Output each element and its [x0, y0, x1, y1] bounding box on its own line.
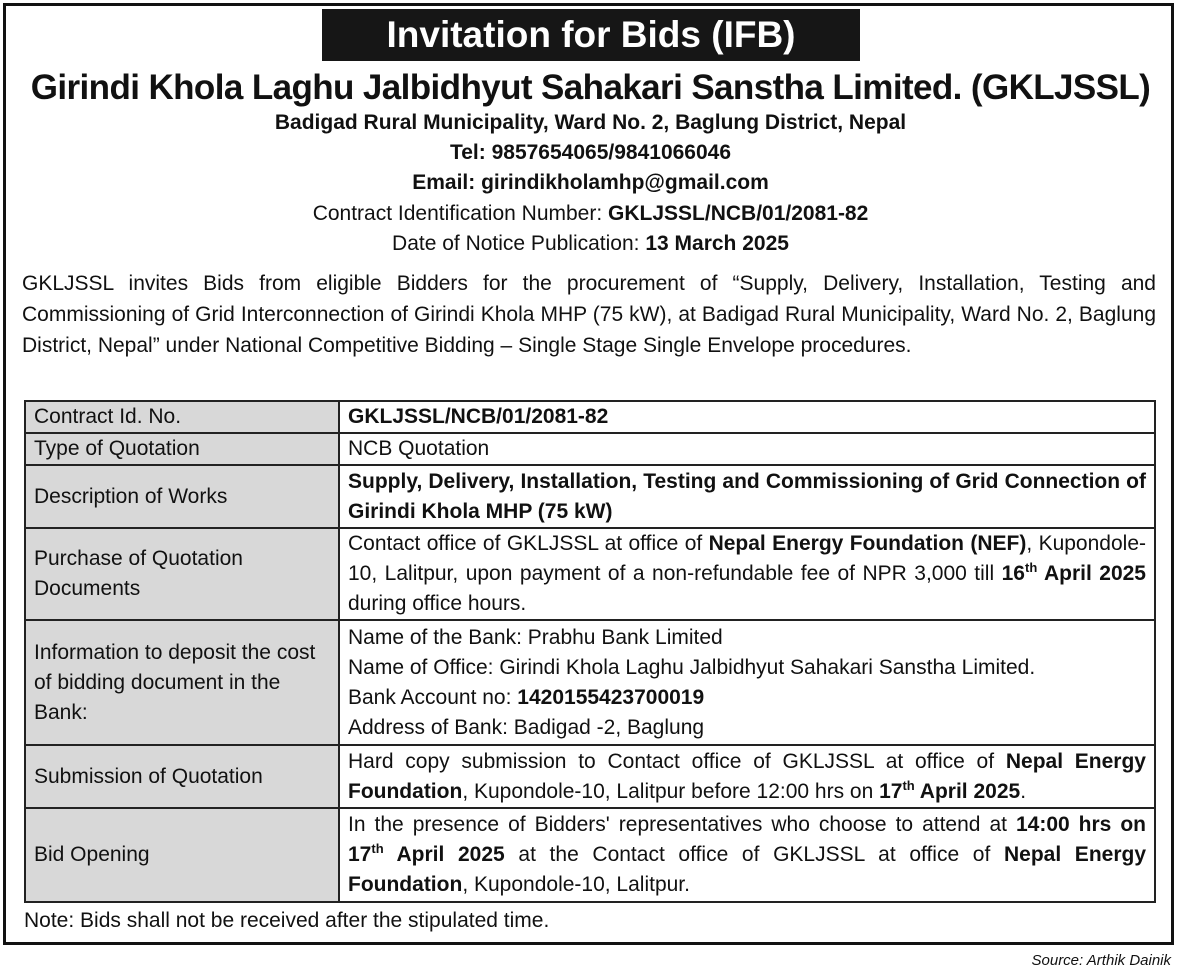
organization-email: Email: girindikholamhp@gmail.com: [412, 171, 769, 194]
publication-date-line: [0, 229, 1181, 259]
text-run: Contact office of GKLJSSL at office of: [348, 532, 709, 555]
text-run: 17: [879, 779, 903, 803]
organization-tel: Tel: 9857654065/9841066046: [449, 141, 732, 164]
deadline-date: [1002, 562, 1146, 585]
table-row: [25, 528, 1155, 620]
text-run: 16: [1001, 562, 1025, 585]
row-value: NCB Quotation: [339, 433, 1155, 465]
deadline-date: [879, 777, 1021, 803]
text-run: , Kupondole-10, Lalitpur, upon payment of a non-refundable fee of NPR 3,000 till: [348, 532, 1146, 585]
text-run: , Kupondole-10, Lalitpur before 12:00 hrs on: [462, 779, 880, 803]
notice-title: Invitation for Bids (IFB): [322, 9, 860, 61]
row-value: GKLJSSL/NCB/01/2081-82: [339, 401, 1155, 433]
source-credit: Source: Arthik Dainik: [1031, 952, 1171, 969]
text-run: In the presence of Bidders' representatives who choose to attend at: [348, 813, 1016, 836]
text-run: Nepal Energy Foundation: [348, 749, 1146, 803]
text-run: th: [371, 841, 384, 856]
text-run: th: [1024, 560, 1038, 575]
text-run: at the Contact office of GKLJSSL at office of: [504, 843, 1004, 866]
office-name: Name of Office: Girindi Khola Laghu Jalbidhyut Sahakari Sanstha Limited.: [348, 655, 1036, 679]
contract-id-value: GKLJSSL/NCB/01/2081-82: [608, 202, 869, 225]
row-label: Contract Id. No.: [25, 401, 339, 433]
row-label: Description of Works: [25, 465, 339, 528]
row-label: Bid Opening: [25, 808, 339, 902]
text-run: Nepal Energy Foundation (NEF): [708, 532, 1027, 555]
text-run: April 2025: [1037, 562, 1146, 585]
bank-name: Name of the Bank: Prabhu Bank Limited: [348, 625, 723, 649]
text-run: 1420155423700019: [517, 685, 705, 709]
text-run: Hard copy submission to Contact office of GKLJSSL at office of: [348, 749, 1006, 773]
row-value: [339, 808, 1155, 902]
text-run: th: [902, 777, 915, 793]
organization-name: Girindi Khola Laghu Jalbidhyut Sahakari Sanstha Limited. (GKLJSSL): [30, 68, 1151, 107]
row-value: Supply, Delivery, Installation, Testing and Commissioning of Grid Connection of Girindi Khola MHP (75 kW): [339, 465, 1155, 528]
text-run: April 2025: [914, 779, 1021, 803]
organization-address: Badigad Rural Municipality, Ward No. 2, Baglung District, Nepal: [274, 111, 907, 134]
row-value: [339, 528, 1155, 620]
text-run: during office hours.: [348, 592, 527, 615]
row-label: Information to deposit the cost of bidding document in the Bank:: [25, 620, 339, 745]
table-row: [25, 745, 1155, 808]
note: Note: Bids shall not be received after the stipulated time.: [24, 909, 550, 932]
row-label: Purchase of Quotation Documents: [25, 528, 339, 620]
publication-date-label: Date of Notice Publication:: [392, 232, 646, 255]
bank-account: [348, 683, 1146, 713]
row-value: [339, 745, 1155, 808]
contract-id-label: Contract Identification Number:: [312, 202, 609, 225]
text-run: Nepal Energy Foundation: [348, 843, 1147, 896]
row-label: Submission of Quotation: [25, 745, 339, 808]
text-run: Bank Account no:: [348, 685, 518, 709]
text-run: , Kupondole-10, Lalitpur.: [462, 873, 690, 896]
table-row: [25, 808, 1155, 902]
text-run: April 2025: [383, 843, 505, 866]
contract-id-line: [0, 199, 1181, 229]
row-label: Type of Quotation: [25, 433, 339, 465]
table-row: [25, 401, 1155, 433]
table-row: [25, 433, 1155, 465]
text-run: 14:00 hrs on 17: [348, 813, 1146, 866]
text-run: .: [1020, 779, 1027, 803]
table-row: [25, 465, 1155, 528]
intro-paragraph: GKLJSSL invites Bids from eligible Bidders for the procurement of “Supply, Delivery, Installation, Testing and Commissioning of Grid Interconnection of Girindi Khola MHP (75 kW), at Badigad Rural Municipality, Ward No. 2, Baglung District, Nepal” under National Competitive Bidding – Single Stage Single Envelope procedures.: [22, 272, 1156, 357]
table-row: [25, 620, 1155, 745]
publication-date-value: 13 March 2025: [645, 232, 789, 255]
bid-details-table: [24, 400, 1156, 903]
bank-address: Address of Bank: Badigad -2, Baglung: [348, 715, 705, 739]
row-value: [339, 620, 1155, 745]
